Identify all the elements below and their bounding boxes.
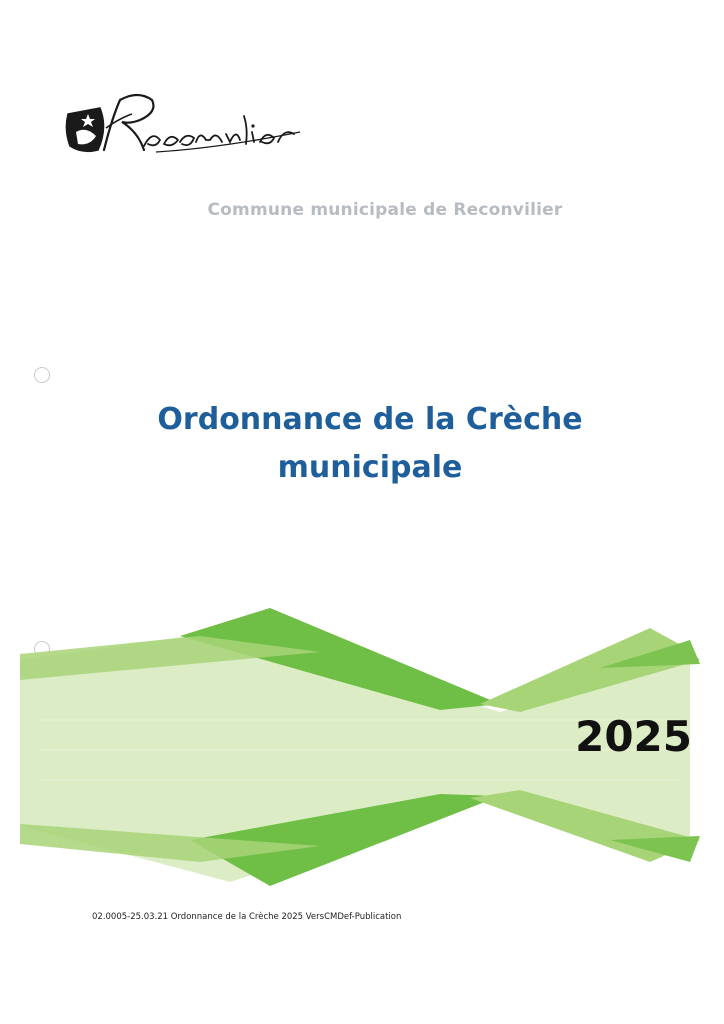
- reconvilier-logo: [60, 88, 320, 168]
- document-title: [100, 396, 640, 492]
- punch-hole: [34, 367, 50, 383]
- document-reference: 02.0005-25.03.21 Ordonnance de la Crèche 2025 VersCMDef-Publication: [92, 912, 402, 922]
- document-year: 2025: [575, 712, 692, 761]
- title-line-2: municipale: [277, 450, 463, 485]
- commune-name: Commune municipale de Reconvilier: [207, 200, 563, 220]
- title-line-1: Ordonnance de la Crèche: [157, 402, 583, 437]
- logo-graphic: [60, 88, 320, 168]
